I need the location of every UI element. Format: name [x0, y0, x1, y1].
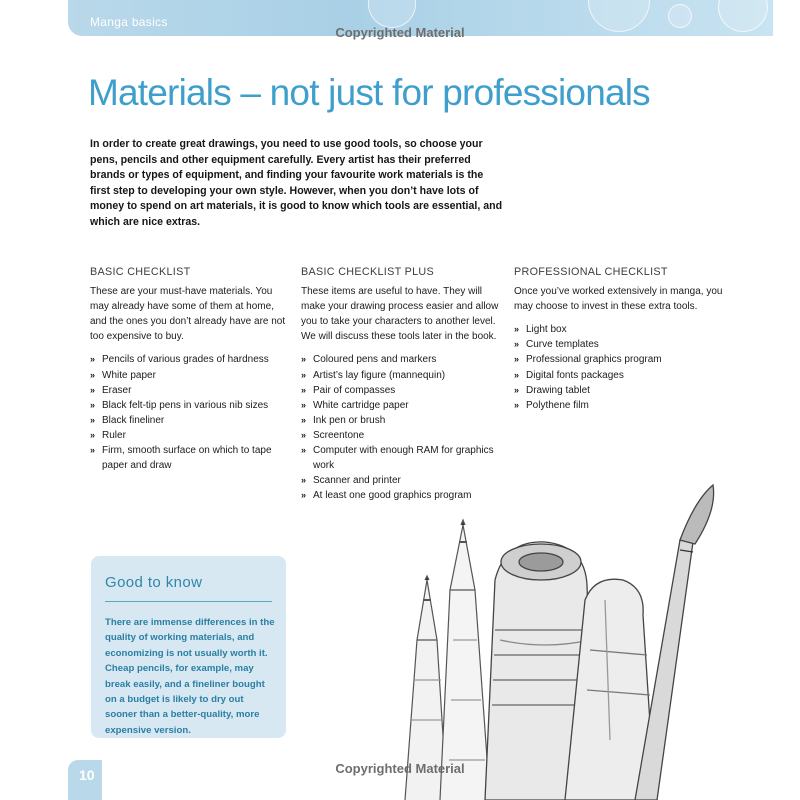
list-item-text: Digital fonts packages	[526, 369, 624, 381]
list-item	[301, 398, 501, 413]
column-description: Once you’ve worked extensively in manga, you may choose to invest in these extra tools.	[514, 286, 723, 313]
list-item	[90, 413, 290, 428]
list-item-text: Curve templates	[526, 339, 599, 351]
basic-checklist-plus-column	[301, 265, 501, 503]
list-item-text: Black felt-tip pens in various nib sizes	[102, 399, 269, 411]
section-label: Manga basics	[90, 15, 168, 29]
tip-title: Good to know	[105, 574, 203, 591]
list-item-text: Polythene film	[526, 399, 589, 411]
list-item	[514, 322, 724, 337]
list-item	[301, 428, 501, 443]
divider	[105, 601, 272, 602]
list-item-text: Firm, smooth surface on which to tape paper and draw	[102, 445, 272, 472]
bullet-icon: »	[301, 369, 307, 380]
tip-body: There are immense differences in the quality of working materials, and economizing is not usually worth it. Cheap pencils, for example, may break easily, and a fineliner bought on a budget is likely to dry out sooner than a better-quality, more expensive version.	[105, 617, 275, 736]
bullet-icon: »	[514, 354, 520, 365]
list-item-text: Coloured pens and markers	[313, 354, 437, 366]
column-heading: BASIC CHECKLIST	[90, 266, 191, 278]
bullet-icon: »	[514, 369, 520, 380]
list-item-text: Pencils of various grades of hardness	[102, 354, 269, 366]
list-item-text: Drawing tablet	[526, 384, 590, 396]
list-item-text: Ruler	[102, 429, 126, 441]
list-item	[301, 443, 501, 473]
bullet-icon: »	[514, 399, 520, 410]
column-heading: BASIC CHECKLIST PLUS	[301, 266, 435, 278]
bullet-icon: »	[301, 490, 307, 501]
list-item	[514, 352, 724, 367]
bullet-icon: »	[90, 445, 96, 456]
list-item	[514, 368, 724, 383]
bullet-icon: »	[90, 429, 96, 440]
list-item-text: Black fineliner	[102, 414, 165, 426]
bullet-icon: »	[301, 414, 307, 425]
list-item-text: Artist’s lay figure (mannequin)	[313, 369, 446, 381]
list-item	[301, 383, 501, 398]
intro-paragraph: In order to create great drawings, you need to use good tools, so choose your pens, pencils and other equipment carefully. Every artist has their preferred brands or types of equipment, and finding your favourite work materials is the first step to developing your own style. However, when you don’t have lots of money to spend on art materials, it is good to know which tools are essential, and which are nice extras.	[90, 138, 503, 228]
list-item-text: Eraser	[102, 384, 132, 396]
column-description: These are your must-have materials. You may already have some of them at home, and the ones you don’t already have are not too expensive to buy.	[90, 286, 286, 343]
basic-checklist-column	[90, 265, 290, 473]
bullet-icon: »	[90, 354, 96, 365]
bullet-icon: »	[301, 399, 307, 410]
list-item-text: Pair of compasses	[313, 384, 396, 396]
checklist	[514, 322, 724, 413]
list-item-text: Computer with enough RAM for graphics work	[313, 445, 494, 472]
list-item	[90, 352, 290, 367]
list-item	[90, 368, 290, 383]
list-item-text: Scanner and printer	[313, 475, 401, 487]
good-to-know-box	[91, 556, 286, 738]
list-item-text: Light box	[526, 324, 567, 336]
paintbrush-icon	[635, 485, 714, 800]
list-item	[301, 368, 501, 383]
list-item-text: White cartridge paper	[313, 399, 409, 411]
watermark-top: Copyrighted Material	[335, 25, 465, 40]
list-item	[514, 337, 724, 352]
list-item-text: Professional graphics program	[526, 354, 662, 366]
professional-checklist-column	[514, 265, 724, 413]
page-number: 10	[79, 767, 95, 783]
list-item	[514, 383, 724, 398]
bullet-icon: »	[90, 399, 96, 410]
bullet-icon: »	[90, 369, 96, 380]
list-item	[90, 443, 290, 473]
list-item	[90, 428, 290, 443]
list-item-text: At least one good graphics program	[313, 490, 472, 502]
checklist	[90, 352, 290, 473]
art-materials-illustration	[395, 480, 735, 800]
list-item	[301, 352, 501, 367]
bullet-icon: »	[301, 475, 307, 486]
bullet-icon: »	[514, 384, 520, 395]
column-description: These items are useful to have. They will make your drawing process easier and allow you to take your characters to another level. We will discuss these tools later in the book.	[301, 286, 499, 343]
bullet-icon: »	[301, 445, 307, 456]
list-item	[90, 383, 290, 398]
bullet-icon: »	[514, 339, 520, 350]
watermark-bottom: Copyrighted Material	[335, 761, 465, 776]
column-heading: PROFESSIONAL CHECKLIST	[514, 266, 668, 278]
list-item-text: Ink pen or brush	[313, 414, 386, 426]
bullet-icon: »	[301, 384, 307, 395]
bullet-icon: »	[90, 414, 96, 425]
bullet-icon: »	[514, 324, 520, 335]
bubble-decoration	[368, 0, 416, 28]
list-item-text: White paper	[102, 369, 156, 381]
list-item	[514, 398, 724, 413]
list-item	[90, 398, 290, 413]
list-item-text: Screentone	[313, 429, 365, 441]
pencil-icon	[440, 520, 490, 800]
bullet-icon: »	[301, 429, 307, 440]
bullet-icon: »	[301, 354, 307, 365]
list-item	[301, 413, 501, 428]
bullet-icon: »	[90, 384, 96, 395]
page-title: Materials – not just for professionals	[88, 72, 650, 113]
